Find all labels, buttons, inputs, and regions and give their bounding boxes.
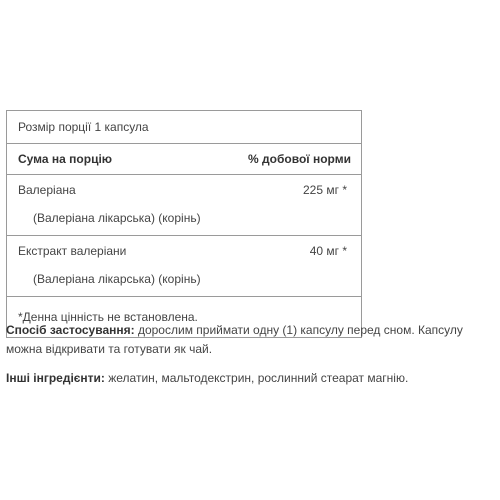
ingredient-name: Екстракт валеріани — [18, 244, 127, 258]
other-ingredients-label: Інші інгредієнти: — [6, 371, 105, 385]
table-row — [7, 236, 361, 297]
serving-size: Розмір порції 1 капсула — [7, 111, 361, 144]
table-row — [7, 175, 361, 236]
table-header — [7, 144, 361, 175]
daily-value-header: % добової норми — [248, 152, 351, 166]
supplement-facts-table — [6, 110, 362, 338]
ingredient-detail: (Валеріана лікарська) (корінь) — [33, 272, 201, 286]
other-ingredients-text: желатин, мальтодекстрин, рослинний стеарат магнію. — [104, 371, 409, 385]
directions-label: Спосіб застосування: — [6, 323, 135, 337]
daily-value-footnote: *Денна цінність не встановлена. — [18, 310, 198, 324]
other-ingredients-paragraph — [6, 369, 494, 388]
amount-per-serving-header: Сума на порцію — [18, 152, 113, 166]
directions-paragraph — [6, 321, 494, 359]
ingredient-amount: 40 мг * — [309, 244, 347, 258]
ingredient-name: Валеріана — [18, 183, 76, 197]
ingredient-detail: (Валеріана лікарська) (корінь) — [33, 211, 201, 225]
directions-text: дорослим приймати одну (1) капсулу перед сном. Капсулу можна відкривати та готувати як чай. — [6, 323, 463, 356]
ingredient-amount: 225 мг * — [303, 183, 347, 197]
